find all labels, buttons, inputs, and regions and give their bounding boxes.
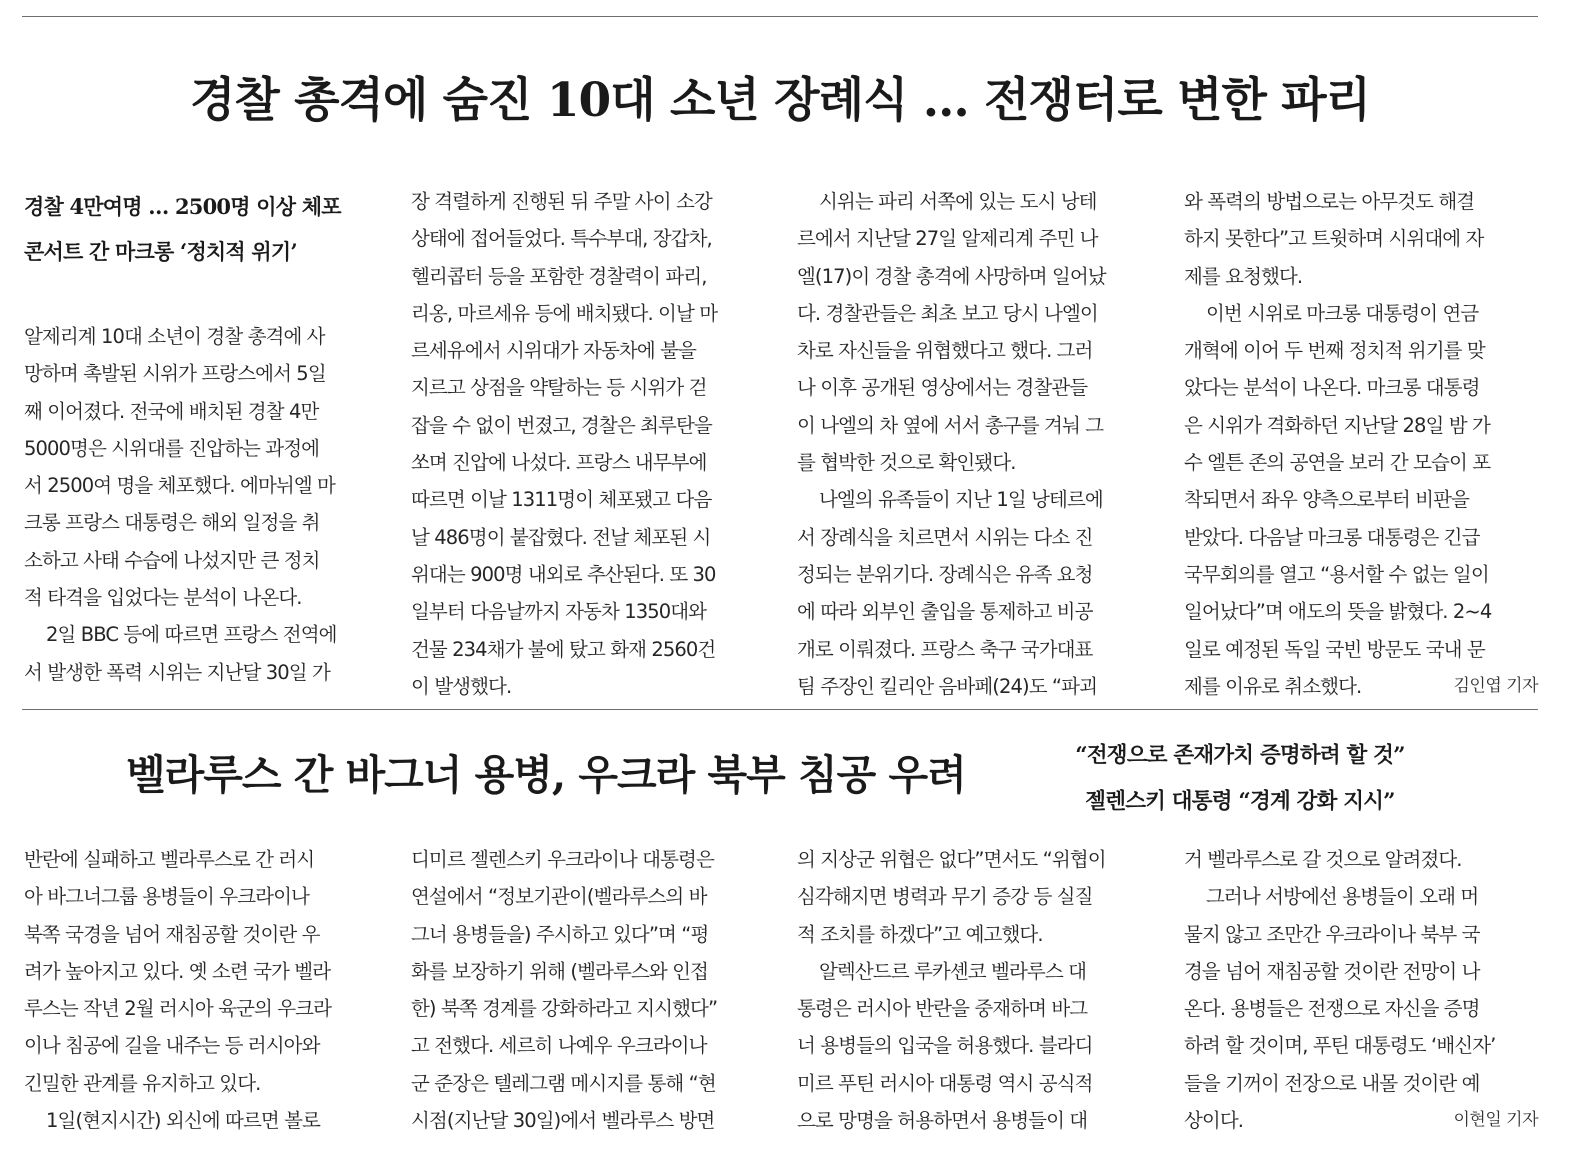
text-line: 잡을 수 없이 번졌고, 경찰은 최루탄을 <box>411 413 712 437</box>
text-line: 제를 이유로 취소했다. <box>1184 674 1362 698</box>
text-line: 적 조치를 하겠다”고 예고했다. <box>797 922 1043 946</box>
section-divider <box>22 709 1538 710</box>
text-line: 으로 망명을 허용하면서 용병들이 대 <box>797 1109 1088 1133</box>
text-line: 미르 푸틴 러시아 대통령 역시 공식적 <box>797 1071 1093 1095</box>
text-line: 차로 자신들을 위협했다고 했다. 그러 <box>797 339 1093 363</box>
text-line: 았다는 분석이 나온다. 마크롱 대통령 <box>1184 376 1480 400</box>
text-line: 반란에 실패하고 벨라루스로 간 러시 <box>24 848 315 871</box>
text-line: 착되면서 좌우 양측으로부터 비판을 <box>1184 488 1469 512</box>
text-line: 그러나 서방에선 용병들이 오래 머 <box>1206 885 1479 909</box>
text-line: 지르고 상점을 약탈하는 등 시위가 걷 <box>411 376 707 400</box>
text-line: 거 벨라루스로 갈 것으로 알려졌다. <box>1184 848 1462 871</box>
text-line: 의 지상군 위협은 없다”면서도 “위협이 <box>797 848 1106 871</box>
text-line: 장 격렬하게 진행된 뒤 주말 사이 소강 <box>411 190 712 213</box>
text-line: 하려 할 것이며, 푸틴 대통령도 ‘배신자’ <box>1184 1034 1496 1058</box>
text-line: 알제리계 10대 소년이 경찰 총격에 사 <box>24 325 325 348</box>
text-line: 경을 넘어 재침공할 것이란 전망이 나 <box>1184 959 1480 983</box>
text-line: 쏘며 진압에 나섰다. 프랑스 내무부에 <box>411 451 707 475</box>
article1-column-1 <box>24 318 386 691</box>
article1-column-2 <box>411 183 773 705</box>
text-line: 서 2500여 명을 체포했다. 에마뉘엘 마 <box>24 474 335 498</box>
text-line: 건물 234채가 불에 탔고 화재 2560건 <box>411 637 716 661</box>
text-line: 리옹, 마르세유 등에 배치됐다. 이날 마 <box>411 301 718 325</box>
text-line: 일어났다”며 애도의 뜻을 밝혔다. 2~4 <box>1184 600 1492 624</box>
text-line: 그너 용병들을) 주시하고 있다”며 “평 <box>411 922 709 946</box>
text-line: 크롱 프랑스 대통령은 해외 일정을 취 <box>24 511 320 535</box>
byline: 이현일 기자 <box>1453 1110 1538 1131</box>
text-line: 서 발생한 폭력 시위는 지난달 30일 가 <box>24 660 330 684</box>
text-line: 수 엘튼 존의 공연을 보러 간 모습이 포 <box>1184 451 1491 475</box>
text-line: 이 발생했다. <box>411 674 512 698</box>
text-line: 다. 경찰관들은 최초 보고 당시 나엘이 <box>797 301 1098 325</box>
text-line: 온다. 용병들은 전쟁으로 자신을 증명 <box>1184 997 1480 1021</box>
text-line: 국무회의를 열고 “용서할 수 없는 일이 <box>1184 562 1489 586</box>
text-line: 이나 침공에 길을 내주는 등 러시아와 <box>24 1034 320 1058</box>
subhead-line: 경찰 4만여명 … 2500명 이상 체포 <box>24 194 341 219</box>
last-line-with-byline <box>1184 668 1538 705</box>
text-line: 와 폭력의 방법으로는 아무것도 해결 <box>1184 190 1475 213</box>
text-line: 일로 예정된 독일 국빈 방문도 국내 문 <box>1184 637 1485 661</box>
text-line: 한) 북쪽 경계를 강화하라고 지시했다” <box>411 997 718 1021</box>
text-line: 1일(현지시간) 외신에 따르면 볼로 <box>46 1109 320 1133</box>
last-line-with-byline <box>1184 1102 1538 1139</box>
article1-column-3 <box>797 183 1159 705</box>
article2-column-3 <box>797 841 1159 1139</box>
text-line: 상이다. <box>1184 1109 1244 1133</box>
text-line: 시점(지난달 30일)에서 벨라루스 방면 <box>411 1109 715 1133</box>
text-line: 개혁에 이어 두 번째 정치적 위기를 맞 <box>1184 339 1485 363</box>
byline: 김인엽 기자 <box>1453 675 1538 696</box>
text-line: 아 바그너그룹 용병들이 우크라이나 <box>24 885 309 909</box>
text-line: 루스는 작년 2월 러시아 육군의 우크라 <box>24 997 332 1021</box>
quote-line: “전쟁으로 존재가치 증명하려 할 것” <box>1075 743 1405 768</box>
text-line: 이번 시위로 마크롱 대통령이 연금 <box>1206 301 1479 325</box>
text-line: 를 협박한 것으로 확인됐다. <box>797 451 1016 475</box>
text-line: 이 나엘의 차 옆에 서서 총구를 겨눠 그 <box>797 413 1104 437</box>
text-line: 은 시위가 격화하던 지난달 28일 밤 가 <box>1184 413 1490 437</box>
text-line: 상태에 접어들었다. 특수부대, 장갑차, <box>411 227 712 251</box>
text-line: 북쪽 국경을 넘어 재침공할 것이란 우 <box>24 922 320 946</box>
article2-headline: 벨라루스 간 바그너 용병, 우크라 북부 침공 우려 <box>126 751 966 799</box>
article2-column-1 <box>24 841 386 1139</box>
text-line: 날 486명이 붙잡혔다. 전날 체포된 시 <box>411 525 711 549</box>
text-line: 소하고 사태 수습에 나섰지만 큰 정치 <box>24 548 320 572</box>
top-rule <box>22 16 1538 17</box>
text-line: 위대는 900명 내외로 추산된다. 또 30 <box>411 562 716 586</box>
text-line: 하지 못한다”고 트윗하며 시위대에 자 <box>1184 227 1484 251</box>
text-line: 통령은 러시아 반란을 중재하며 바그 <box>797 997 1088 1021</box>
text-line: 물지 않고 조만간 우크라이나 북부 국 <box>1184 922 1480 946</box>
article2-quote-subhead <box>1010 733 1470 825</box>
article1-column-4 <box>1184 183 1538 705</box>
article1-subhead <box>24 184 389 274</box>
text-line: 긴밀한 관계를 유지하고 있다. <box>24 1071 261 1095</box>
text-line: 개로 이뤄졌다. 프랑스 축구 국가대표 <box>797 637 1093 661</box>
text-line: 르세유에서 시위대가 자동차에 불을 <box>411 339 696 363</box>
text-line: 제를 요청했다. <box>1184 264 1303 288</box>
text-line: 받았다. 다음날 마크롱 대통령은 긴급 <box>1184 525 1480 549</box>
text-line: 엘(17)이 경찰 총격에 사망하며 일어났 <box>797 264 1106 288</box>
text-line: 르에서 지난달 27일 알제리계 주민 나 <box>797 227 1098 251</box>
text-line: 서 장례식을 치르면서 시위는 다소 진 <box>797 525 1093 549</box>
text-line: 5000명은 시위대를 진압하는 과정에 <box>24 436 320 460</box>
text-line: 나 이후 공개된 영상에서는 경찰관들 <box>797 376 1088 400</box>
text-line: 디미르 젤렌스키 우크라이나 대통령은 <box>411 848 714 871</box>
text-line: 너 용병들의 입국을 허용했다. 블라디 <box>797 1034 1093 1058</box>
text-line: 정되는 분위기다. 장례식은 유족 요청 <box>797 562 1093 586</box>
text-line: 알렉산드르 루카셴코 벨라루스 대 <box>819 959 1087 983</box>
text-line: 연설에서 “정보기관이(벨라루스의 바 <box>411 885 707 909</box>
article1-headline: 경찰 총격에 숨진 10대 소년 장례식 … 전쟁터로 변한 파리 <box>189 73 1371 128</box>
text-line: 일부터 다음날까지 자동차 1350대와 <box>411 600 707 624</box>
text-line: 려가 높아지고 있다. 옛 소련 국가 벨라 <box>24 959 331 983</box>
text-line: 심각해지면 병력과 무기 증강 등 실질 <box>797 885 1093 909</box>
text-line: 고 전했다. 세르히 나예우 우크라이나 <box>411 1034 707 1058</box>
text-line: 망하며 촉발된 시위가 프랑스에서 5일 <box>24 362 326 386</box>
text-line: 헬리콥터 등을 포함한 경찰력이 파리, <box>411 264 707 288</box>
text-line: 들을 기꺼이 전장으로 내몰 것이란 예 <box>1184 1071 1480 1095</box>
text-line: 째 이어졌다. 전국에 배치된 경찰 4만 <box>24 399 319 423</box>
text-line: 화를 보장하기 위해 (벨라루스와 인접 <box>411 959 708 983</box>
article2-column-4 <box>1184 841 1538 1139</box>
text-line: 에 따라 외부인 출입을 통제하고 비공 <box>797 600 1093 624</box>
subhead-line: 콘서트 간 마크롱 ‘정치적 위기’ <box>24 239 297 264</box>
text-line: 적 타격을 입었다는 분석이 나온다. <box>24 586 302 610</box>
quote-line: 젤렌스키 대통령 “경계 강화 지시” <box>1085 789 1395 814</box>
text-line: 시위는 파리 서쪽에 있는 도시 낭테 <box>819 190 1097 213</box>
text-line: 나엘의 유족들이 지난 1일 낭테르에 <box>819 488 1103 512</box>
text-line: 팀 주장인 킬리안 음바페(24)도 “파괴 <box>797 674 1098 698</box>
text-line: 따르면 이날 1311명이 체포됐고 다음 <box>411 488 712 512</box>
article2-column-2 <box>411 841 773 1139</box>
text-line: 2일 BBC 등에 따르면 프랑스 전역에 <box>46 623 337 647</box>
text-line: 군 준장은 텔레그램 메시지를 통해 “현 <box>411 1071 716 1095</box>
